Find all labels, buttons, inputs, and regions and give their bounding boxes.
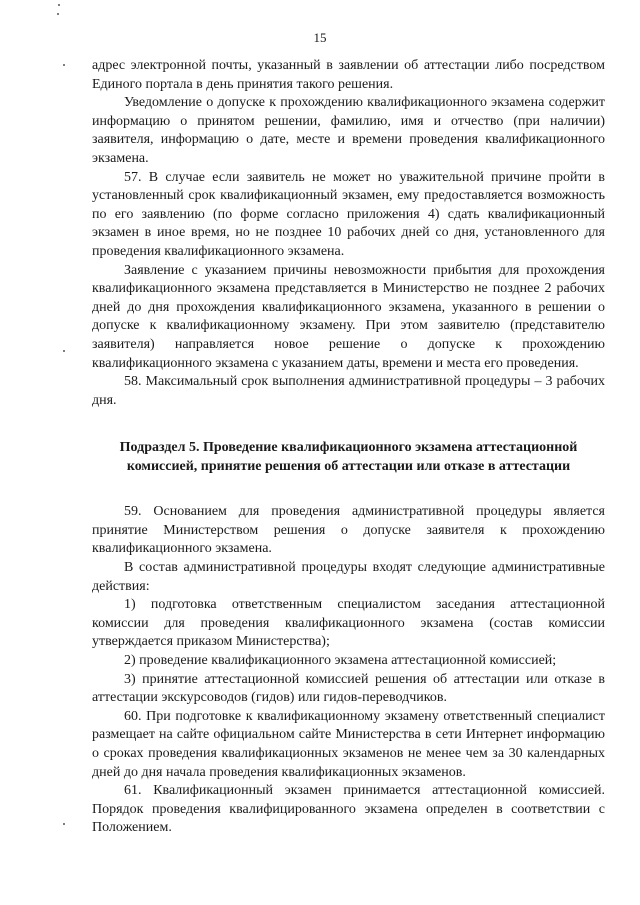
paragraph-59: 59. Основанием для проведения административной процедуры является принятие Министерством решения о допуске заявителя к прохождению квалификационного экзамена.	[92, 504, 605, 557]
paragraph-58: 58. Максимальный срок выполнения административной процедуры – 3 рабочих дня.	[92, 374, 605, 408]
list-item: 2) проведение квалификационного экзамена аттестационной комиссией;	[124, 653, 557, 669]
page-number: 15	[313, 30, 327, 45]
document-body	[92, 57, 605, 838]
scan-artifact	[58, 4, 60, 6]
list-item: 1) подготовка ответственным специалистом заседания аттестационной комиссии для проведения квалификационного экзамена (состав комиссии утверждается приказом Министерства);	[92, 597, 605, 650]
list-item: 3) принятие аттестационной комиссией решения об аттестации или отказе в аттестации экскурсоводов (гидов) или гидов-переводчиков.	[92, 671, 605, 706]
scan-artifact	[63, 64, 65, 66]
paragraph: В состав административной процедуры входят следующие административные действия:	[92, 560, 605, 594]
scan-artifact	[63, 350, 65, 352]
section-heading: Подраздел 5. Проведение квалификационного экзамена аттестационной комиссией, принятие решения об аттестации или отказе в аттестации	[119, 440, 578, 475]
paragraph-60: 60. При подготовке к квалификационному экзамену ответственный специалист размещает на сайте официальном сайте Министерства в сети Интернет информацию о сроках проведения квалификационных экзаменов не менее чем за 30 календарных дней до дня начала проведения квалификационных экзаменов.	[92, 708, 605, 780]
paragraph-57: 57. В случае если заявитель не может но уважительной причине пройти в установленный срок квалификационный экзамен, ему предоставляется возможность по его заявлению (по форме согласно приложения 4) сдать квалификационный экзамен в иное время, но не позднее 10 рабочих дней со дня, установленного для проведения квалификационного экзамена.	[92, 169, 605, 259]
paragraph: Уведомление о допуске к прохождению квалификационного экзамена содержит информацию о принятом решении, фамилию, имя и отчество (при наличии) заявителя, информацию о дате, месте и времени проведения квалификационного экзамена.	[92, 95, 605, 166]
paragraph: Заявление с указанием причины невозможности прибытия для прохождения квалификационного экзамена представляется в Министерство не позднее 2 рабочих дней до дня прохождения квалификационного экзамена, указанного в решении о допуске к квалификационному экзамену. При этом заявителю (представителю заявителя) направляется новое решение о допуске к прохождению квалификационного экзамена с указанием даты, времени и места его проведения.	[92, 262, 605, 371]
paragraph-61: 61. Квалификационный экзамен принимается аттестационной комиссией. Порядок проведения квалифицированного экзамена определен в соответствии с Положением.	[92, 783, 605, 836]
scan-artifact	[57, 13, 59, 15]
scan-artifact	[63, 823, 65, 825]
paragraph: адрес электронной почты, указанный в заявлении об аттестации либо посредством Единого портала в день принятия такого решения.	[92, 58, 605, 92]
